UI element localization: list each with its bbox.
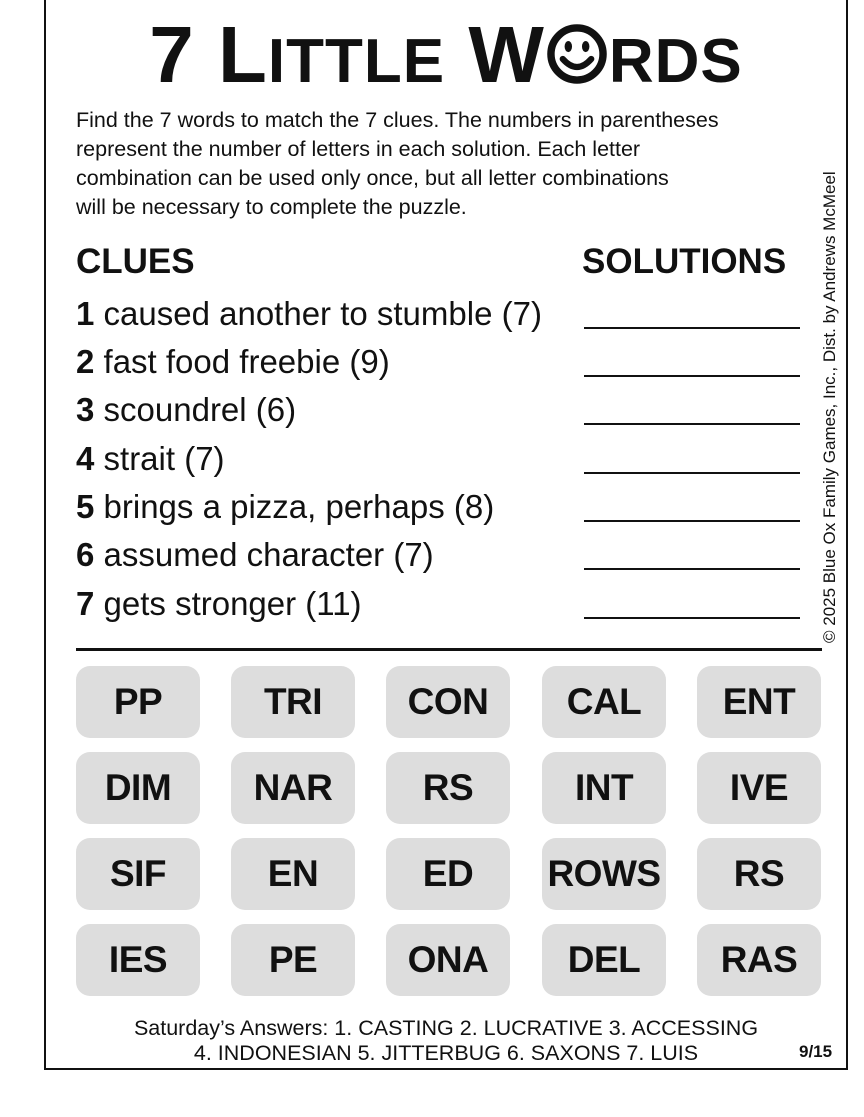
solution-blank-1[interactable] [584, 327, 800, 329]
solution-blank-4[interactable] [584, 472, 800, 474]
letter-tile[interactable]: RS [386, 752, 510, 824]
clue-number: 2 [76, 343, 95, 380]
instructions-line: represent the number of letters in each solution. Each letter [76, 137, 641, 161]
clue-number: 5 [76, 488, 95, 525]
letter-tile[interactable]: CON [386, 666, 510, 738]
letter-tile[interactable]: DIM [76, 752, 200, 824]
letter-tile[interactable]: INT [542, 752, 666, 824]
clue-2 [76, 342, 390, 382]
answers-line-2: 4. INDONESIAN 5. JITTERBUG 6. SAXONS 7. LUIS [193, 1041, 699, 1065]
clue-number: 1 [76, 295, 95, 332]
instructions-line: will be necessary to complete the puzzle. [76, 195, 467, 219]
title-word1-rest: ITTLE [267, 27, 446, 96]
clue-6 [76, 535, 434, 575]
clue-1 [76, 294, 542, 334]
solution-blank-2[interactable] [584, 375, 800, 377]
clue-number: 6 [76, 536, 95, 573]
title-word2-cap: W [468, 10, 545, 99]
letter-tile[interactable]: PE [231, 924, 355, 996]
letter-tile[interactable]: CAL [542, 666, 666, 738]
clue-number: 4 [76, 440, 95, 477]
instructions-line: combination can be used only once, but all letter combinations [76, 166, 669, 190]
instructions-line: Find the 7 words to match the 7 clues. The numbers in parentheses [76, 108, 719, 132]
previous-answers [46, 1016, 846, 1066]
letter-tile[interactable]: ONA [386, 924, 510, 996]
puzzle-title [46, 10, 846, 107]
solution-blank-6[interactable] [584, 568, 800, 570]
letter-tile[interactable]: TRI [231, 666, 355, 738]
puzzle-date: 9/15 [799, 1042, 833, 1061]
title-word2-rest: RDS [608, 27, 743, 96]
clue-text: caused another to stumble (7) [94, 295, 542, 332]
clue-3 [76, 390, 296, 430]
letter-tile[interactable]: IVE [697, 752, 821, 824]
clue-7 [76, 584, 362, 624]
smiley-face-icon [546, 23, 608, 85]
clue-text: assumed character (7) [94, 536, 434, 573]
title-number: 7 [149, 10, 195, 99]
clue-text: scoundrel (6) [94, 391, 297, 428]
solutions-header: SOLUTIONS [582, 242, 787, 281]
instructions [76, 106, 836, 222]
puzzle-frame [44, 0, 848, 1070]
letter-tile[interactable]: ENT [697, 666, 821, 738]
clue-text: brings a pizza, perhaps (8) [94, 488, 495, 525]
letter-tile[interactable]: SIF [76, 838, 200, 910]
divider [76, 648, 822, 651]
answers-line-1: Saturday’s Answers: 1. CASTING 2. LUCRATIVE 3. ACCESSING [133, 1016, 759, 1040]
solution-blank-3[interactable] [584, 423, 800, 425]
clue-5 [76, 487, 494, 527]
clue-text: gets stronger (11) [94, 585, 362, 622]
clue-text: strait (7) [94, 440, 225, 477]
clue-number: 3 [76, 391, 95, 428]
copyright-notice: © 2025 Blue Ox Family Games, Inc., Dist. by Andrews McMeel [820, 171, 839, 643]
letter-tile[interactable]: PP [76, 666, 200, 738]
clue-number: 7 [76, 585, 95, 622]
solution-blank-5[interactable] [584, 520, 800, 522]
clue-4 [76, 439, 225, 479]
letter-tile[interactable]: NAR [231, 752, 355, 824]
letter-tile[interactable]: RS [697, 838, 821, 910]
clue-text: fast food freebie (9) [94, 343, 390, 380]
clues-header: CLUES [76, 242, 195, 281]
letter-tile[interactable]: RAS [697, 924, 821, 996]
letter-tile[interactable]: DEL [542, 924, 666, 996]
title-word1-cap: L [218, 10, 268, 99]
letter-tile[interactable]: ED [386, 838, 510, 910]
letter-tile[interactable]: IES [76, 924, 200, 996]
solution-blank-7[interactable] [584, 617, 800, 619]
letter-tile[interactable]: EN [231, 838, 355, 910]
letter-tile[interactable]: ROWS [542, 838, 666, 910]
